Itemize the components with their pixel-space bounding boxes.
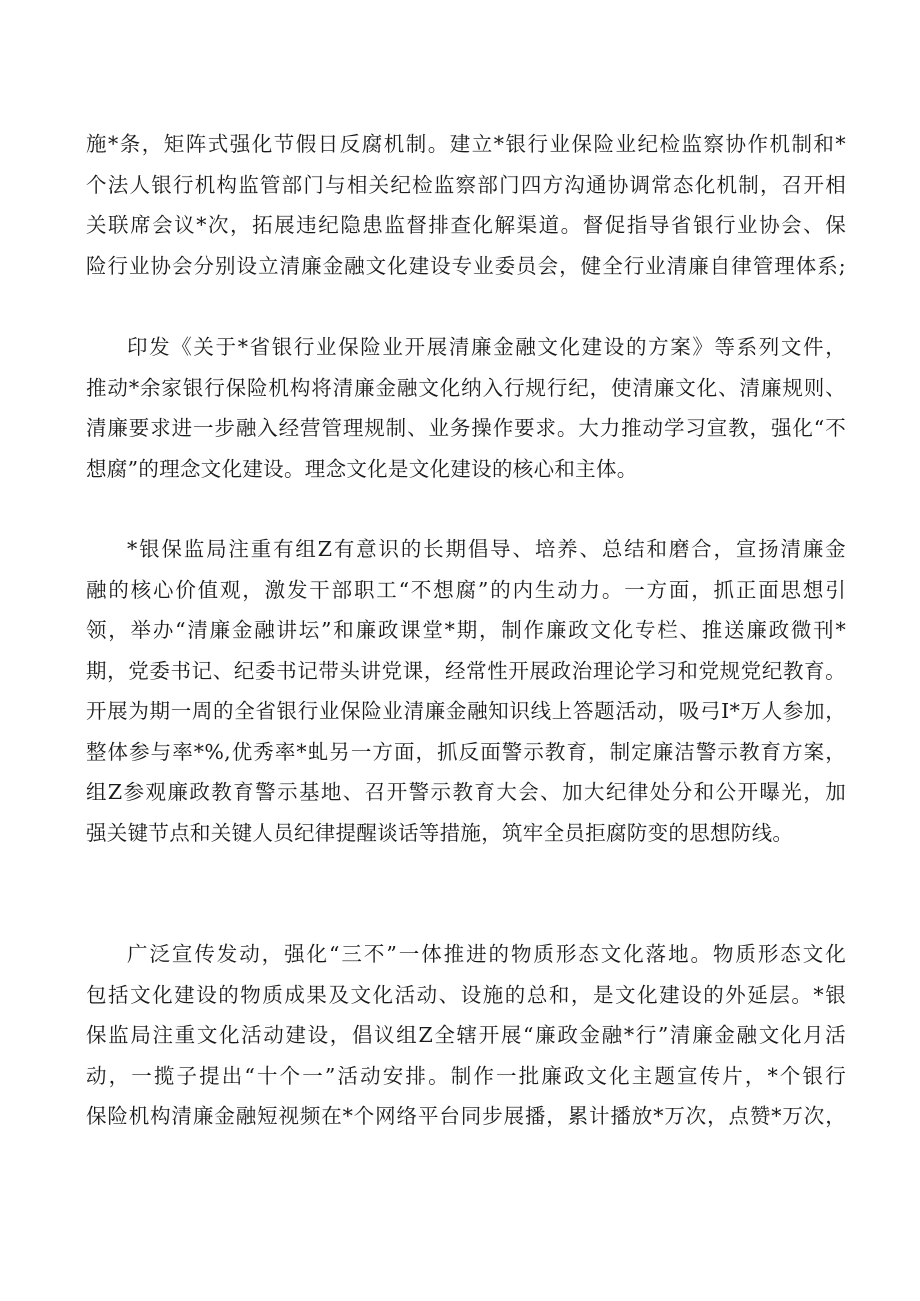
paragraph-line: 融的核心价值观，激发干部职工“不想腐”的内生动力。一方面，抓正面思想引 — [86, 577, 846, 602]
paragraph-line: 关联席会议*次，拓展违纪隐患监督排查化解渠道。督促指导省银行业协会、保 — [86, 213, 846, 237]
paragraph-3 — [86, 529, 846, 853]
paragraph-line: 广泛宣传发动，强化“三不”一体推进的物质形态文化落地。物质形态文化 — [127, 942, 846, 966]
paragraph-line: 领，举办“清廉金融讲坛”和廉政课堂*期，制作廉政文化专栏、推送廉政微刊* — [86, 618, 846, 642]
paragraph-line: 包括文化建设的物质成果及文化活动、设施的总和，是文化建设的外延层。*银 — [86, 982, 846, 1007]
paragraph-line: 清廉要求进一步融入经营管理规制、业务操作要求。大力推动学习宣教，强化“不 — [86, 416, 846, 440]
paragraph-2 — [86, 327, 846, 489]
paragraph-line: 强关键节点和关键人员纪律提醒谈话等措施，筑牢全员拒腐防变的思想防线。 — [86, 820, 794, 845]
paragraph-1 — [86, 124, 846, 286]
paragraph-line: 整体参与率*%,优秀率*虬另一方面，抓反面警示教育，制定廉洁警示教育方案， — [86, 739, 846, 764]
paragraph-line: 险行业协会分别设立清廉金融文化建设专业委员会，健全行业清廉自律管理体系; — [86, 253, 846, 278]
paragraph-line: 想腐”的理念文化建设。理念文化是文化建设的核心和主体。 — [86, 456, 638, 481]
paragraph-line: *银保监局注重有组Z有意识的长期倡导、培养、总结和磨合，宣扬清廉金 — [127, 537, 846, 561]
paragraph-line: 印发《关于*省银行业保险业开展清廉金融文化建设的方案》等系列文件， — [127, 335, 846, 359]
paragraph-line: 保监局注重文化活动建设，倡议组Z全辖开展“廉政金融*行”清廉金融文化月活 — [86, 1023, 846, 1047]
paragraph-4 — [86, 934, 846, 1137]
paragraph-line: 施*条，矩阵式强化节假日反腐机制。建立*银行业保险业纪检监察协作机制和* — [86, 132, 846, 156]
paragraph-line: 保险机构清廉金融短视频在*个网络平台同步展播，累计播放*万次，点赞*万次， — [86, 1104, 846, 1128]
paragraph-line: 开展为期一周的全省银行业保险业清廉金融知识线上答题活动，吸弓I*万人参加， — [86, 699, 846, 723]
paragraph-line: 组Z参观廉政教育警示基地、召开警示教育大会、加大纪律处分和公开曝光，加 — [86, 780, 846, 804]
paragraph-line: 动，一揽子提出“十个一”活动安排。制作一批廉政文化主题宣传片，*个银行 — [86, 1063, 846, 1088]
paragraph-line: 推动*余家银行保险机构将清廉金融文化纳入行规行纪，使清廉文化、清廉规则、 — [86, 375, 846, 400]
paragraph-line: 个法人银行机构监管部门与相关纪检监察部门四方沟通协调常态化机制，召开相 — [86, 172, 846, 197]
paragraph-line: 期，党委书记、纪委书记带头讲党课，经常性开展政治理论学习和党规党纪教育。 — [86, 658, 846, 683]
